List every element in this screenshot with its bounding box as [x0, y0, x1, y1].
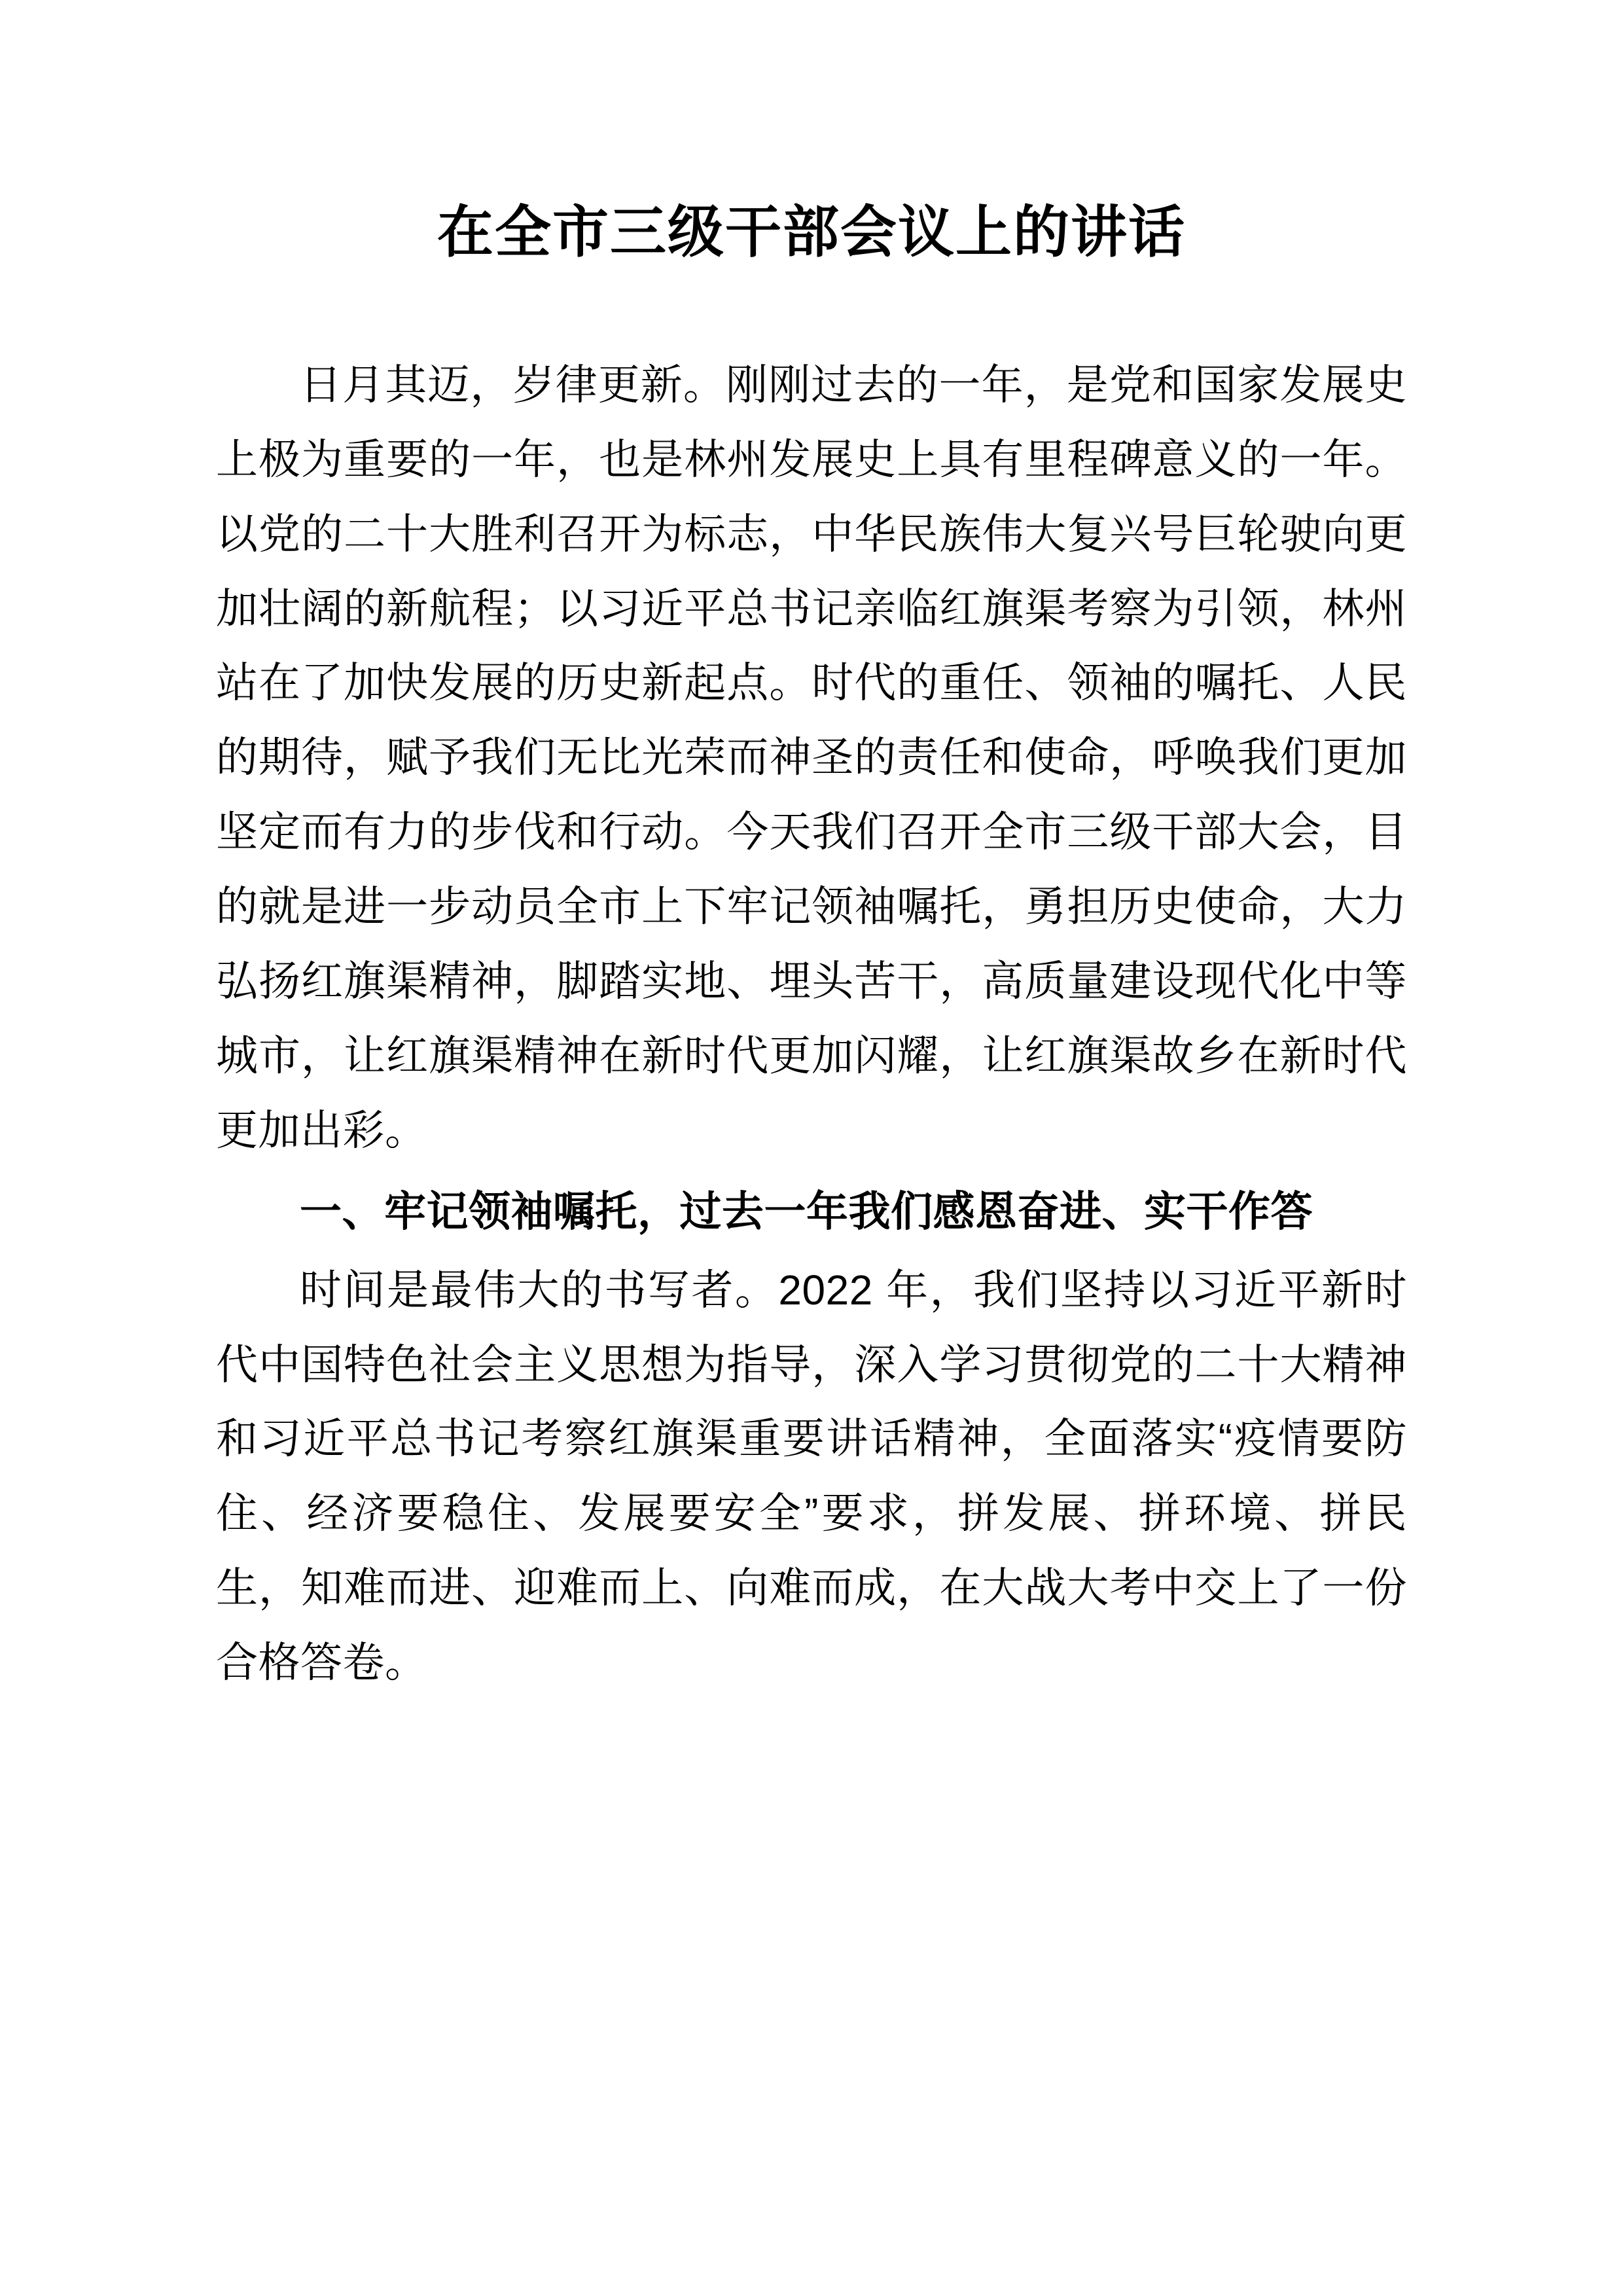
section-heading-one: 一、牢记领袖嘱托，过去一年我们感恩奋进、实干作答 — [300, 1187, 1313, 1235]
paragraph-section-one-body: 时间是最伟大的书写者。2022 年，我们坚持以习近平新时代中国特色社会主义思想为指导，深入学习贯彻党的二十大精神和习近平总书记考察红旗渠重要讲话精神，全面落实“疫情要防住、经济要稳住、发展要安全”要求，拼发展、拼环境、拼民生，知难而进、迎难而上、向难而成，在大战大考中交上了一份合格答卷。 — [216, 1266, 1407, 1687]
page-title: 在全市三级干部会议上的讲话 — [437, 201, 1186, 264]
paragraph-intro: 日月其迈，岁律更新。刚刚过去的一年，是党和国家发展史上极为重要的一年，也是林州发展史上具有里程碑意义的一年。以党的二十大胜利召开为标志，中华民族伟大复兴号巨轮驶向更加壮阔的新航程；以习近平总书记亲临红旗渠考察为引领，林州站在了加快发展的历史新起点。时代的重任、领袖的嘱托、人民的期待，赋予我们无比光荣而神圣的责任和使命，呼唤我们更加坚定而有力的步伐和行动。今天我们召开全市三级干部大会，目的就是进一步动员全市上下牢记领袖嘱托，勇担历史使命，大力弘扬红旗渠精神，脚踏实地、埋头苦干，高质量建设现代化中等城市，让红旗渠精神在新时代更加闪耀，让红旗渠故乡在新时代更加出彩。 — [216, 361, 1407, 1154]
